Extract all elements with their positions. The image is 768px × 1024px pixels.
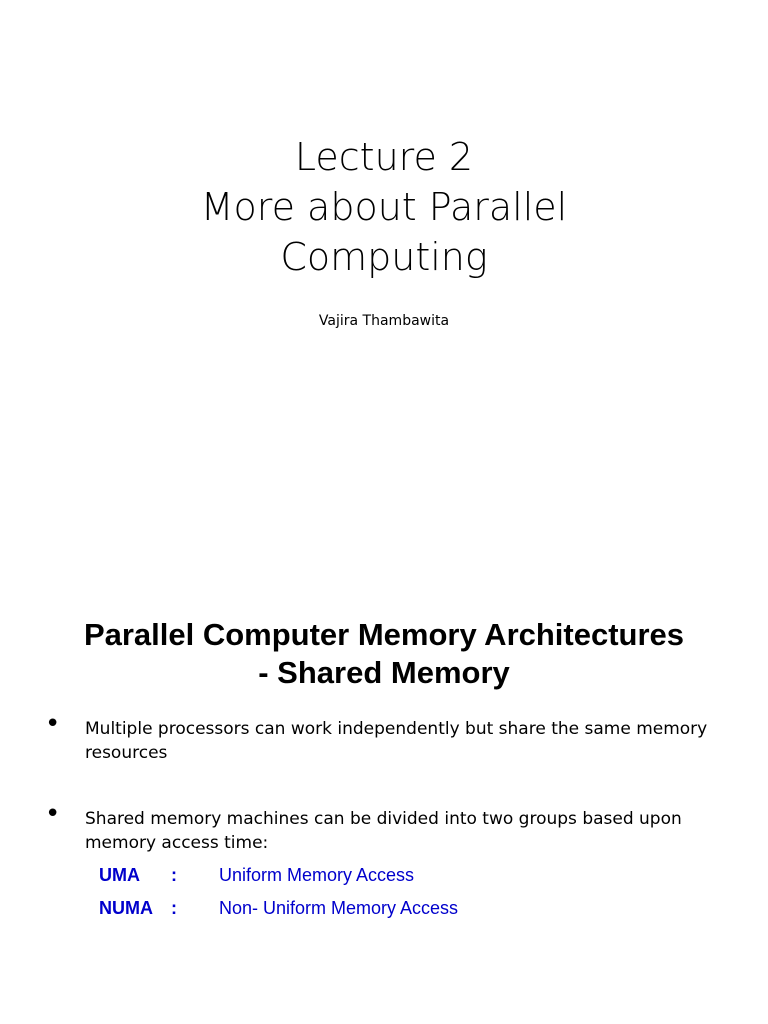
author-name: Vajira Thambawita (318, 313, 450, 329)
bullet-text: Shared memory machines can be divided into two groups based upon memory access time: (85, 809, 682, 853)
title-line-2: More about Parallel (200, 185, 568, 229)
slide-heading (0, 616, 768, 692)
bullet-item (45, 799, 735, 855)
title-line-1: Lecture 2 (294, 135, 474, 179)
bullet-dot-icon: • (45, 709, 61, 739)
bullet-dot-icon: • (45, 799, 61, 829)
heading-line-1: Parallel Computer Memory Architectures (83, 617, 685, 652)
definition-colon: : (171, 865, 177, 885)
definition-description: Non- Uniform Memory Access (219, 898, 459, 918)
definition-colon: : (171, 898, 177, 918)
definition-term: UMA (99, 865, 140, 885)
title-line-3: Computing (280, 235, 488, 279)
bullet-text: Multiple processors can work independently but share the same memory resources (85, 719, 708, 763)
definition-description: Uniform Memory Access (219, 865, 415, 885)
definition-term: NUMA (99, 898, 153, 918)
heading-line-2: - Shared Memory (258, 655, 510, 690)
content-slide (0, 576, 768, 1024)
bullet-item (45, 709, 735, 765)
lecture-title (0, 132, 768, 282)
